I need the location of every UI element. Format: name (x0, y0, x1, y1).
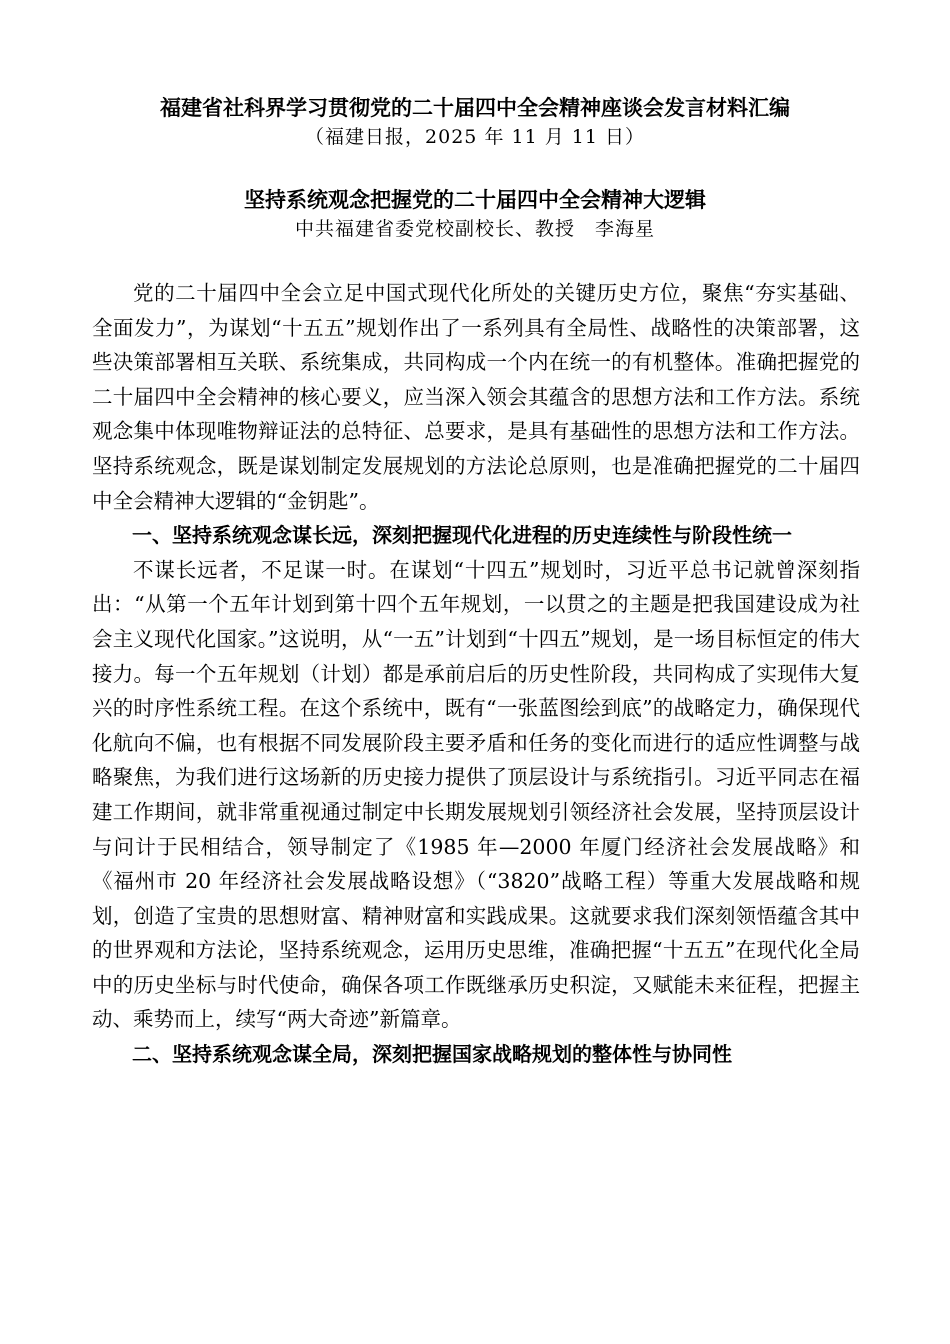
paragraph-section-1: 不谋长远者，不足谋一时。在谋划“十四五”规划时，习近平总书记就曾深刻指出：“从第一个五年计划到第十四个五年规划，一以贯之的主题是把我国建设成为社会主义现代化国家。”这说明，从“一五”计划到“十四五”规划，是一场目标恒定的伟大接力。每一个五年规划（计划）都是承前启后的历史性阶段，共同构成了实现伟大复兴的时序性系统工程。在这个系统中，既有“一张蓝图绘到底”的战略定力，确保现代化航向不偏，也有根据不同发展阶段主要矛盾和任务的变化而进行的适应性调整与战略聚焦，为我们进行这场新的历史接力提供了顶层设计与系统指引。习近平同志在福建工作期间，就非常重视通过制定中长期发展规划引领经济社会发展，坚持顶层设计与问计于民相结合，领导制定了《1985 年—2000 年厦门经济社会发展战略》和《福州市 20 年经济社会发展战略设想》（“3820”战略工程）等重大发展战略和规划，创造了宝贵的思想财富、精神财富和实践成果。这就要求我们深刻领悟蕴含其中的世界观和方法论，坚持系统观念，运用历史思维，准确把握“十五五”在现代化全局中的历史坐标与时代使命，确保各项工作既继承历史积淀，又赋能未来征程，把握主动、乘势而上，续写“两大奇迹”新篇章。 (92, 557, 860, 1032)
article-author: 中共福建省委党校副校长、教授 李海星 (294, 218, 655, 240)
source-line: （福建日报，2025 年 11 月 11 日） (305, 126, 645, 148)
collection-title: 福建省社科界学习贯彻党的二十届四中全会精神座谈会发言材料汇编 (160, 95, 790, 120)
article-body (92, 276, 860, 1072)
section-heading-1: 一、坚持系统观念谋长远，深刻把握现代化进程的历史连续性与阶段性统一 (132, 523, 792, 548)
section-heading-2: 二、坚持系统观念谋全局，深刻把握国家战略规划的整体性与协同性 (132, 1042, 732, 1067)
paragraph-intro: 党的二十届四中全会立足中国式现代化所处的关键历史方位，聚焦“夯实基础、全面发力”，为谋划“十五五”规划作出了一系列具有全局性、战略性的决策部署，这些决策部署相互关联、系统集成，共同构成一个内在统一的有机整体。准确把握党的二十届四中全会精神的核心要义，应当深入领会其蕴含的思想方法和工作方法。系统观念集中体现唯物辩证法的总特征、总要求，是具有基础性的思想方法和工作方法。坚持系统观念，既是谋划制定发展规划的方法论总原则，也是准确把握党的二十届四中全会精神大逻辑的“金钥匙”。 (92, 281, 860, 513)
article-title: 坚持系统观念把握党的二十届四中全会精神大逻辑 (244, 187, 706, 212)
